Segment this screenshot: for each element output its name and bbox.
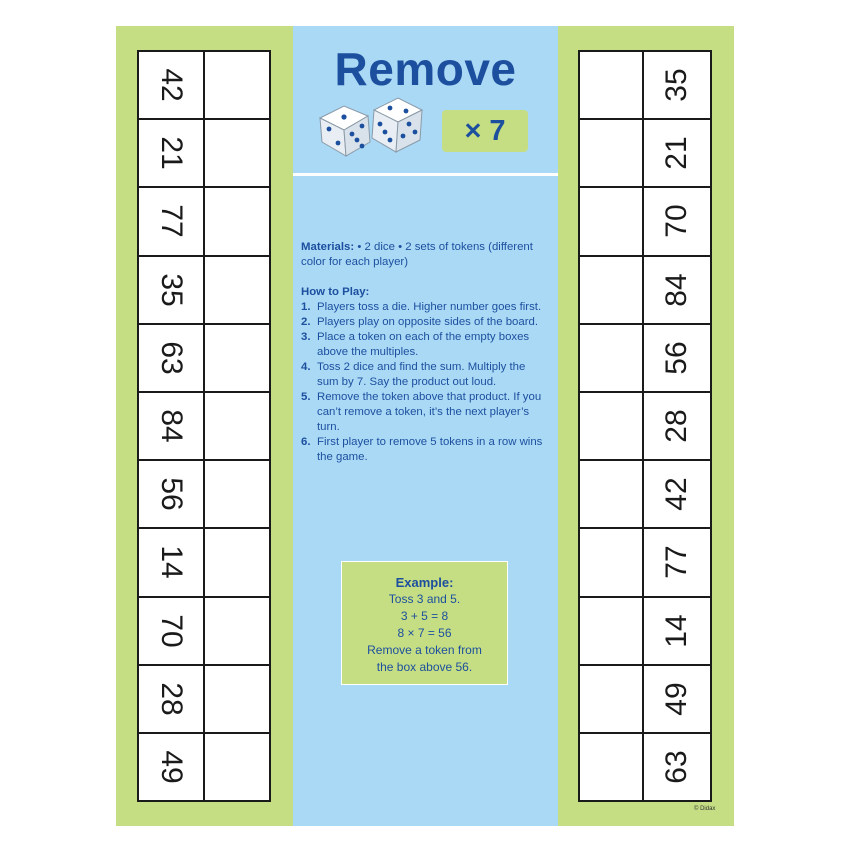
step-text: Remove the token above that product. If you can’t remove a token, it’s the next player’s turn.: [317, 391, 542, 433]
token-box[interactable]: [580, 393, 644, 459]
right-multiple-cell: [644, 257, 710, 323]
token-box[interactable]: [205, 529, 269, 595]
example-title: Example:: [395, 575, 454, 590]
token-box[interactable]: [205, 52, 269, 118]
example-line: Toss 3 and 5.: [388, 592, 461, 606]
left-multiple-cell: [139, 393, 205, 459]
right-strip-row: [580, 393, 710, 461]
left-player-strip: [137, 50, 271, 802]
multiplier-badge: × 7: [442, 110, 528, 152]
right-strip-row: [580, 325, 710, 393]
step-number: 4.: [301, 361, 311, 373]
multiple-number: 56: [660, 341, 693, 375]
token-box[interactable]: [205, 393, 269, 459]
multiple-number: 35: [155, 272, 188, 307]
instructions: [301, 240, 547, 465]
right-multiple-cell: [644, 188, 710, 254]
steps-list: [301, 300, 547, 465]
right-strip-row: [580, 666, 710, 734]
right-strip-row: [580, 598, 710, 666]
materials-text: [301, 240, 547, 270]
multiple-number: 70: [660, 204, 693, 239]
example-line: 8 × 7 = 56: [397, 626, 452, 640]
left-strip-row: [139, 393, 269, 461]
multiple-number: 49: [660, 682, 693, 716]
right-strip-row: [580, 120, 710, 188]
token-box[interactable]: [580, 461, 644, 527]
token-box[interactable]: [205, 325, 269, 391]
example-line: the box above 56.: [376, 660, 473, 674]
left-multiple-cell: [139, 529, 205, 595]
token-box[interactable]: [205, 666, 269, 732]
token-box[interactable]: [205, 188, 269, 254]
multiple-number: 14: [660, 613, 693, 648]
token-box[interactable]: [580, 52, 644, 118]
step-text: First player to remove 5 tokens in a row wins the game.: [317, 436, 543, 463]
example-line: 3 + 5 = 8: [400, 609, 449, 623]
multiple-number: 49: [155, 750, 188, 784]
multiple-number: 21: [155, 136, 188, 170]
right-strip-row: [580, 257, 710, 325]
step-item: [301, 315, 547, 330]
multiple-number: 84: [660, 272, 693, 307]
right-multiple-cell: [644, 393, 710, 459]
step-number: 1.: [301, 301, 311, 313]
right-multiple-cell: [644, 666, 710, 732]
right-multiple-cell: [644, 325, 710, 391]
step-item: [301, 360, 547, 390]
step-text: Players toss a die. Higher number goes first.: [317, 301, 542, 313]
right-strip-row: [580, 188, 710, 256]
multiple-number: 63: [660, 750, 693, 784]
step-text: Toss 2 dice and find the sum. Multiply the sum by 7. Say the product out loud.: [317, 361, 526, 388]
token-box[interactable]: [205, 120, 269, 186]
left-strip-row: [139, 461, 269, 529]
step-item: [301, 435, 547, 465]
left-strip-row: [139, 529, 269, 597]
left-multiple-cell: [139, 52, 205, 118]
token-box[interactable]: [205, 598, 269, 664]
divider: [293, 173, 558, 176]
step-text: Players play on opposite sides of the board.: [317, 316, 538, 328]
multiple-number: 28: [155, 682, 188, 716]
left-strip-row: [139, 188, 269, 256]
left-multiple-cell: [139, 257, 205, 323]
step-item: [301, 330, 547, 360]
left-multiple-cell: [139, 120, 205, 186]
multiple-number: 56: [155, 477, 188, 511]
step-number: 2.: [301, 316, 311, 328]
token-box[interactable]: [580, 529, 644, 595]
right-multiple-cell: [644, 52, 710, 118]
right-player-strip: [578, 50, 712, 802]
multiple-number: 77: [155, 204, 188, 239]
token-box[interactable]: [205, 257, 269, 323]
step-number: 5.: [301, 391, 311, 403]
materials-list: • 2 dice • 2 sets of tokens (different color for each player): [301, 241, 533, 268]
dice-icon: [316, 96, 428, 162]
multiple-number: 28: [660, 409, 693, 443]
game-title: Remove: [334, 43, 517, 95]
right-strip-row: [580, 734, 710, 800]
copyright-text: © Didax: [694, 806, 716, 812]
multiple-number: 70: [155, 613, 188, 648]
token-box[interactable]: [580, 325, 644, 391]
multiple-number: 42: [155, 68, 188, 102]
left-strip-row: [139, 325, 269, 393]
multiple-number: 84: [155, 409, 188, 443]
right-strip-row: [580, 52, 710, 120]
multiple-number: 77: [660, 545, 693, 580]
step-number: 6.: [301, 436, 311, 448]
right-strip-row: [580, 461, 710, 529]
left-strip-row: [139, 120, 269, 188]
left-multiple-cell: [139, 734, 205, 800]
left-strip-row: [139, 666, 269, 734]
token-box[interactable]: [205, 461, 269, 527]
left-strip-row: [139, 52, 269, 120]
step-text: Place a token on each of the empty boxes above the multiples.: [317, 331, 530, 358]
token-box[interactable]: [580, 257, 644, 323]
token-box[interactable]: [580, 120, 644, 186]
left-multiple-cell: [139, 666, 205, 732]
right-multiple-cell: [644, 529, 710, 595]
left-multiple-cell: [139, 461, 205, 527]
step-item: [301, 390, 547, 435]
left-multiple-cell: [139, 598, 205, 664]
step-number: 3.: [301, 331, 311, 343]
left-multiple-cell: [139, 325, 205, 391]
materials-label: Materials:: [301, 241, 355, 253]
right-multiple-cell: [644, 734, 710, 800]
right-strip-row: [580, 529, 710, 597]
left-strip-row: [139, 598, 269, 666]
multiple-number: 14: [155, 545, 188, 580]
multiple-number: 21: [660, 136, 693, 170]
token-box[interactable]: [580, 666, 644, 732]
how-to-play-label: How to Play:: [301, 286, 370, 298]
multiple-number: 42: [660, 477, 693, 511]
multiple-number: 63: [155, 341, 188, 375]
token-box[interactable]: [205, 734, 269, 800]
example-line: Remove a token from: [367, 643, 482, 657]
left-strip-row: [139, 257, 269, 325]
token-box[interactable]: [580, 734, 644, 800]
multiple-number: 35: [660, 68, 693, 102]
step-item: [301, 300, 547, 315]
left-multiple-cell: [139, 188, 205, 254]
right-multiple-cell: [644, 461, 710, 527]
token-box[interactable]: [580, 188, 644, 254]
example-box: [341, 561, 508, 685]
token-box[interactable]: [580, 598, 644, 664]
right-multiple-cell: [644, 120, 710, 186]
left-strip-row: [139, 734, 269, 800]
right-multiple-cell: [644, 598, 710, 664]
